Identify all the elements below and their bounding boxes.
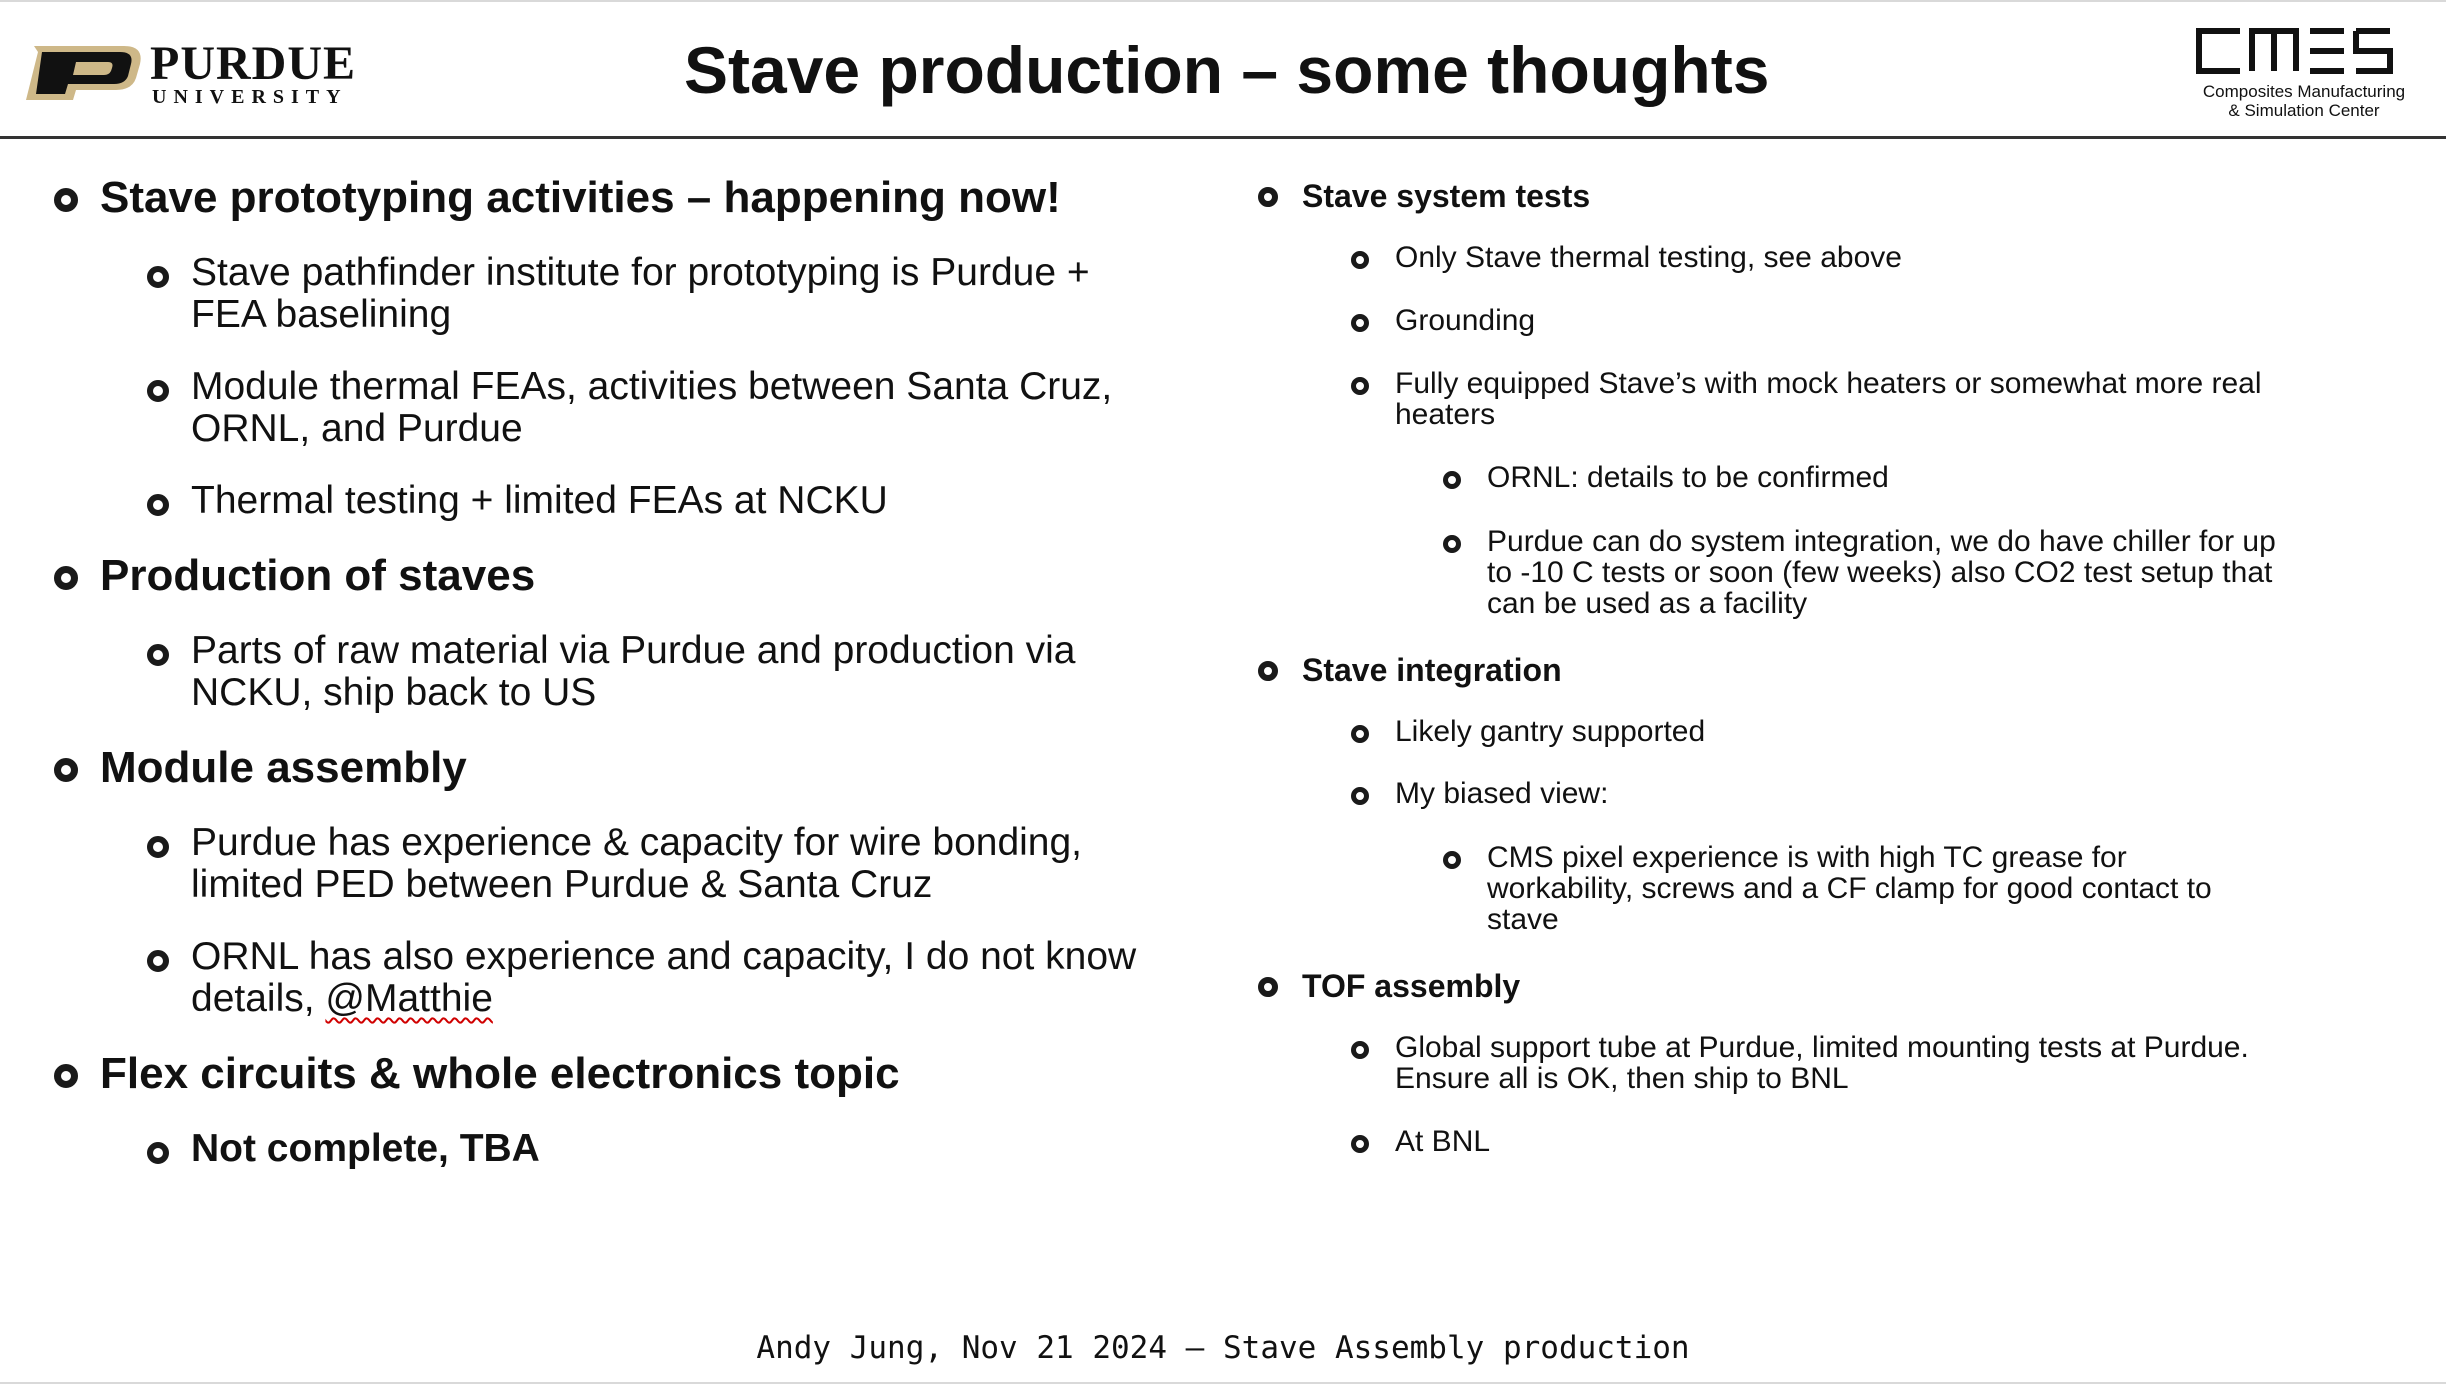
item-text: Not complete, TBA — [191, 1127, 540, 1170]
right-item-at-bnl — [1351, 1126, 2351, 1157]
item-text: Fully equipped Stave’s with mock heaters or somewhat more real heaters — [1395, 367, 2262, 431]
purdue-logo — [24, 37, 364, 110]
right-item-thermal-only — [1351, 242, 2351, 273]
bullet-icon — [147, 644, 169, 666]
bullet-icon — [1351, 377, 1369, 395]
bullet-icon — [1351, 1135, 1369, 1153]
heading-text: Module assembly — [100, 743, 467, 792]
bullet-icon — [1258, 661, 1278, 681]
item-text: Grounding — [1395, 304, 1536, 337]
purdue-subtitle: UNIVERSITY — [152, 86, 348, 108]
bullet-icon — [1443, 535, 1461, 553]
right-item-gantry — [1351, 716, 2351, 747]
bullet-icon — [1351, 787, 1369, 805]
item-text: Global support tube at Purdue, limited mounting tests at Purdue. Ensure all is OK, then ship to BNL — [1395, 1031, 2249, 1095]
bullet-icon — [1351, 725, 1369, 743]
purdue-p-icon — [24, 44, 144, 102]
bullet-icon — [1258, 977, 1278, 997]
right-item-equipped-staves — [1351, 368, 2271, 430]
heading-text: Stave integration — [1302, 652, 1562, 688]
slide-title: Stave production – some thoughts — [684, 33, 1770, 107]
right-subitem-ornl-details — [1443, 462, 2293, 493]
left-item-ornl-experience — [147, 936, 1147, 1020]
slide-footer: Andy Jung, Nov 21 2024 – Stave Assembly production — [756, 1330, 1690, 1366]
bullet-icon — [54, 1064, 78, 1088]
bullet-icon — [1443, 471, 1461, 489]
item-text: Only Stave thermal testing, see above — [1395, 241, 1902, 274]
cmsc-mark-icon — [2194, 26, 2414, 82]
bullet-icon — [147, 836, 169, 858]
item-text: Likely gantry supported — [1395, 715, 1706, 748]
bullet-icon — [147, 494, 169, 516]
item-text: Module thermal FEAs, activities between Santa Cruz, ORNL, and Purdue — [191, 365, 1113, 450]
right-heading-tof-assembly — [1258, 968, 2358, 1004]
left-item-thermal-feas — [147, 366, 1147, 450]
mention-link[interactable]: @Matthie — [325, 977, 493, 1020]
bullet-icon — [147, 950, 169, 972]
cmsc-caption-line2: & Simulation Center — [2228, 101, 2380, 120]
left-item-pathfinder — [147, 252, 1147, 336]
right-item-biased-view — [1351, 778, 2351, 809]
purdue-wordmark: PURDUE — [150, 37, 356, 90]
heading-text: Stave prototyping activities – happening now! — [100, 173, 1061, 222]
cmsc-caption — [2184, 82, 2424, 120]
item-text: Purdue has experience & capacity for wire bonding, limited PED between Purdue & Santa Cruz — [191, 821, 1083, 906]
item-text: Stave pathfinder institute for prototyping is Purdue + FEA baselining — [191, 251, 1090, 336]
left-heading-prototyping — [54, 172, 1154, 224]
bullet-icon — [147, 380, 169, 402]
left-item-raw-material — [147, 630, 1147, 714]
left-item-not-complete — [147, 1128, 1147, 1170]
item-text: My biased view: — [1395, 777, 1609, 810]
item-text-prefix: ORNL has also experience and capacity, I do not know details, — [191, 935, 1137, 1020]
bullet-icon — [147, 1142, 169, 1164]
item-text: Purdue can do system integration, we do have chiller for up to -10 C tests or soon (few weeks) also CO2 test setup that can be used as a facility — [1487, 525, 2276, 620]
left-item-wire-bonding — [147, 822, 1147, 906]
right-heading-stave-integration — [1258, 652, 2358, 688]
right-item-grounding — [1351, 305, 2351, 336]
item-text: Thermal testing + limited FEAs at NCKU — [191, 479, 888, 522]
bullet-icon — [54, 566, 78, 590]
bullet-icon — [1258, 187, 1278, 207]
item-text: ORNL: details to be confirmed — [1487, 461, 1889, 494]
bullet-icon — [1351, 314, 1369, 332]
heading-text: TOF assembly — [1302, 968, 1521, 1004]
left-heading-module-assembly — [54, 742, 1154, 794]
cmsc-caption-line1: Composites Manufacturing — [2202, 82, 2406, 101]
item-text: Parts of raw material via Purdue and production via NCKU, ship back to US — [191, 629, 1076, 714]
right-subitem-purdue-integration — [1443, 526, 2293, 619]
heading-text: Production of staves — [100, 551, 536, 600]
item-text: At BNL — [1395, 1125, 1491, 1158]
bullet-icon — [1351, 1041, 1369, 1059]
left-heading-flex-circuits — [54, 1048, 1154, 1100]
bullet-icon — [1443, 851, 1461, 869]
bullet-icon — [147, 266, 169, 288]
slide-header — [0, 2, 2446, 139]
heading-text: Flex circuits & whole electronics topic — [100, 1049, 900, 1098]
bullet-icon — [1351, 251, 1369, 269]
bullet-icon — [54, 758, 78, 782]
right-heading-system-tests — [1258, 178, 2358, 214]
item-text — [191, 936, 1147, 1020]
left-item-thermal-testing — [147, 480, 1147, 522]
item-text: CMS pixel experience is with high TC grease for workability, screws and a CF clamp for good contact to stave — [1487, 841, 2212, 936]
right-subitem-cms-pixel — [1443, 842, 2243, 935]
bullet-icon — [54, 188, 78, 212]
left-heading-production — [54, 550, 1154, 602]
right-item-support-tube — [1351, 1032, 2251, 1094]
heading-text: Stave system tests — [1302, 178, 1591, 214]
cmsc-logo — [2184, 26, 2424, 126]
